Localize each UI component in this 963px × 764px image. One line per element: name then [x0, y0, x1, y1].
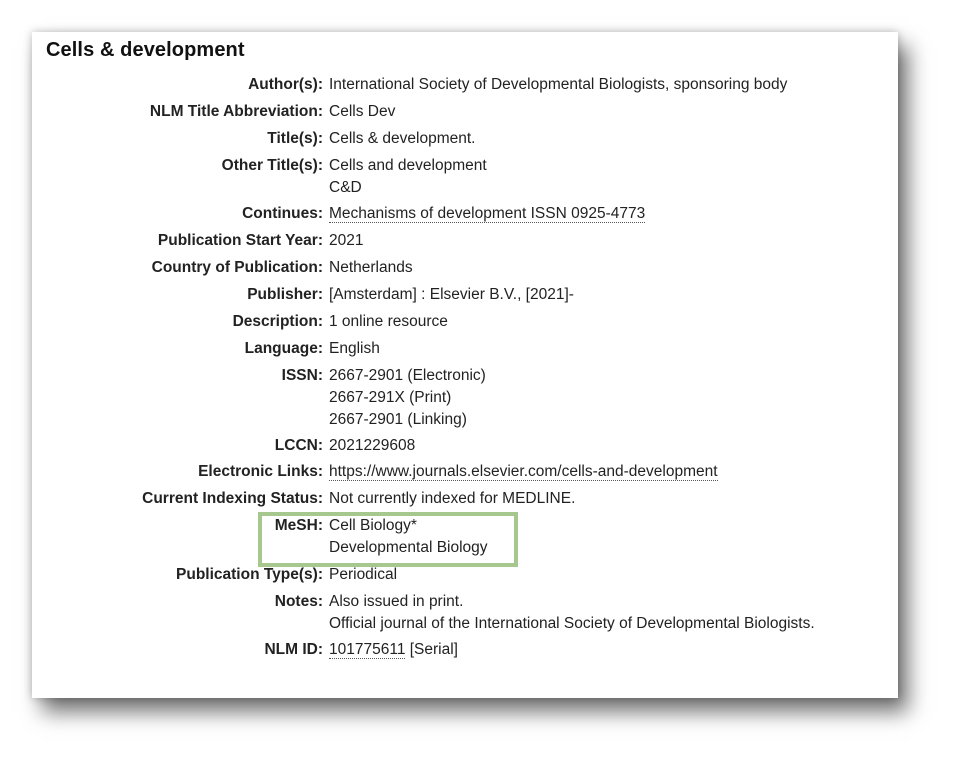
field-value-other-title: C&D: [329, 179, 362, 196]
field-row-electronic-links: [32, 461, 898, 488]
field-row-titles: [32, 128, 898, 155]
field-value-mesh-term: Developmental Biology: [329, 539, 488, 556]
field-label-publication-types: Publication Type(s):: [176, 566, 323, 583]
field-value-lccn: 2021229608: [329, 437, 416, 454]
field-value-other-title: Cells and development: [329, 157, 487, 174]
field-label-nlm-id: NLM ID:: [264, 641, 323, 658]
record-fields: [32, 74, 898, 666]
field-row-issn: [32, 365, 898, 435]
field-value-titles: Cells & development.: [329, 130, 476, 147]
field-value-publication-start-year: 2021: [329, 232, 364, 249]
field-row-nlm-id: [32, 639, 898, 666]
field-label-other-titles: Other Title(s):: [221, 157, 323, 174]
field-row-publication-start-year: [32, 230, 898, 257]
catalog-record-card: [32, 32, 898, 698]
field-label-description: Description:: [232, 313, 323, 330]
field-value-publisher: [Amsterdam] : Elsevier B.V., [2021]-: [329, 286, 574, 303]
continues-link[interactable]: Mechanisms of development ISSN 0925-4773: [329, 205, 646, 222]
field-label-lccn: LCCN:: [274, 437, 323, 454]
electronic-link[interactable]: https://www.journals.elsevier.com/cells-and-development: [329, 463, 718, 480]
field-row-publication-types: [32, 564, 898, 591]
field-label-notes: Notes:: [274, 593, 323, 610]
field-value-note: Also issued in print.: [329, 593, 464, 610]
field-value-authors: International Society of Developmental Biologists, sponsoring body: [329, 76, 788, 93]
field-row-notes: [32, 591, 898, 639]
field-value-country-of-publication: Netherlands: [329, 259, 413, 276]
field-label-country-of-publication: Country of Publication:: [151, 259, 323, 276]
field-row-mesh: [32, 515, 898, 564]
field-row-continues: [32, 203, 898, 230]
field-row-nlm-title-abbreviation: [32, 101, 898, 128]
field-value-description: 1 online resource: [329, 313, 448, 330]
field-row-description: [32, 311, 898, 338]
field-value-mesh-term: Cell Biology*: [329, 517, 417, 534]
field-value-current-indexing-status: Not currently indexed for MEDLINE.: [329, 490, 576, 507]
field-value-issn: 2667-2901 (Linking): [329, 411, 467, 428]
field-value-publication-types: Periodical: [329, 566, 398, 583]
field-label-issn: ISSN:: [281, 367, 323, 384]
field-value-issn: 2667-2901 (Electronic): [329, 367, 486, 384]
field-label-publisher: Publisher:: [247, 286, 323, 303]
field-label-nlm-title-abbreviation: NLM Title Abbreviation:: [149, 103, 323, 120]
field-label-current-indexing-status: Current Indexing Status:: [142, 490, 323, 507]
field-value-note: Official journal of the International Society of Developmental Biologists.: [329, 615, 815, 632]
field-value-language: English: [329, 340, 380, 357]
field-label-electronic-links: Electronic Links:: [198, 463, 323, 480]
field-label-continues: Continues:: [242, 205, 323, 222]
field-label-authors: Author(s):: [248, 76, 323, 93]
field-row-lccn: [32, 435, 898, 461]
field-value-nlm-title-abbreviation: Cells Dev: [329, 103, 396, 120]
field-label-titles: Title(s):: [267, 130, 323, 147]
nlm-id-suffix: [Serial]: [405, 641, 458, 658]
field-label-language: Language:: [244, 340, 323, 357]
field-row-publisher: [32, 284, 898, 311]
field-row-other-titles: [32, 155, 898, 203]
field-label-publication-start-year: Publication Start Year:: [157, 232, 323, 249]
nlm-id-link[interactable]: 101775611: [329, 641, 406, 658]
field-value-issn: 2667-291X (Print): [329, 389, 452, 406]
record-title: Cells & development: [46, 39, 245, 61]
field-row-country-of-publication: [32, 257, 898, 284]
field-row-language: [32, 338, 898, 365]
field-row-authors: [32, 74, 898, 101]
field-label-mesh: MeSH:: [274, 517, 323, 534]
field-row-current-indexing-status: [32, 488, 898, 515]
